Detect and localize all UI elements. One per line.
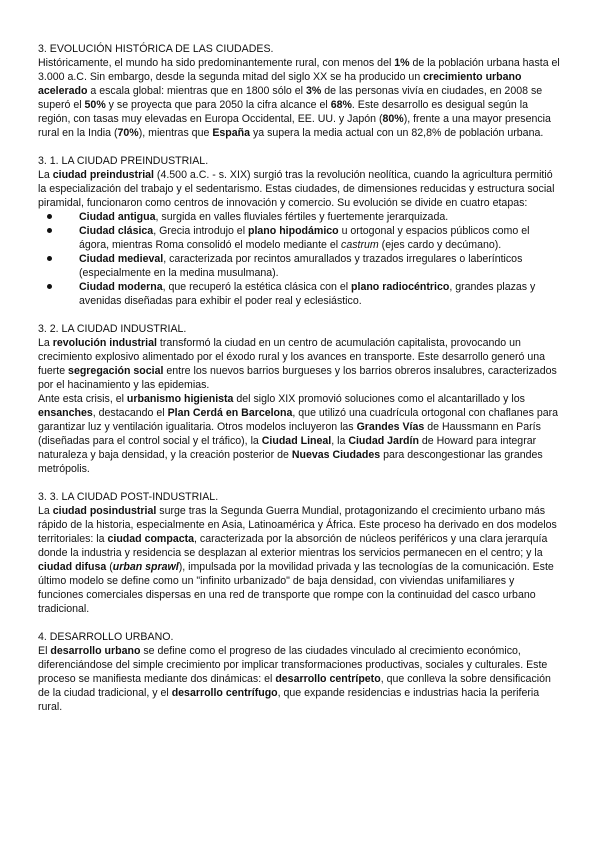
text-run: La bbox=[38, 169, 53, 181]
section bbox=[38, 322, 560, 476]
text-run: para descongestionar las grandes metrópolis. bbox=[38, 449, 543, 475]
list-item bbox=[38, 224, 560, 252]
section-heading: 3. 3. LA CIUDAD POST-INDUSTRIAL. bbox=[38, 491, 219, 503]
text-run: surge tras la Segunda Guerra Mundial, protagonizando el crecimiento urbano más rápido de la historia, especialmente en Asia, Latinoamérica y África. Este proceso ha derivado en dos modelos territoriales: la bbox=[38, 505, 557, 545]
bold-text: Ciudad clásica bbox=[79, 225, 154, 237]
bold-text: España bbox=[212, 127, 250, 139]
text-run: Históricamente, el mundo ha sido predominantemente rural, con menos del bbox=[38, 57, 395, 69]
paragraph bbox=[38, 56, 560, 140]
bold-text: ciudad posindustrial bbox=[52, 505, 157, 517]
bold-text: Ciudad moderna bbox=[79, 281, 163, 293]
text-run: La bbox=[38, 337, 53, 349]
paragraph bbox=[38, 392, 560, 476]
bold-text: Ciudad Jardín bbox=[348, 435, 419, 447]
bold-text: 68% bbox=[330, 99, 352, 111]
bullet-list bbox=[38, 210, 560, 308]
bold-text: Ciudad medieval bbox=[79, 253, 164, 265]
section-heading: 3. EVOLUCIÓN HISTÓRICA DE LAS CIUDADES. bbox=[38, 43, 274, 55]
bold-text: desarrollo urbano bbox=[50, 645, 141, 657]
bold-text: desarrollo centrífugo bbox=[171, 687, 278, 699]
bullet-icon bbox=[47, 228, 52, 233]
bold-text: Plan Cerdá en Barcelona bbox=[167, 407, 293, 419]
section bbox=[38, 42, 560, 140]
paragraph bbox=[38, 504, 560, 616]
text-run: , que conlleva la sobre densificación de la ciudad tradicional, y el bbox=[38, 673, 551, 699]
text-run: ya supera la media actual con un 82,8% de población urbana. bbox=[250, 127, 544, 139]
text-run: Ante esta crisis, el bbox=[38, 393, 127, 405]
bold-text: plano hipodámico bbox=[248, 225, 339, 237]
bold-text: desarrollo centrípeto bbox=[275, 673, 381, 685]
text-run: , caracterizada por recintos amurallados y trazados irregulares o laberínticos (especialmente en la medina musulmana). bbox=[79, 253, 523, 279]
italic-text: castrum bbox=[341, 239, 379, 251]
bold-text: ensanches bbox=[38, 407, 93, 419]
bold-text: 3% bbox=[305, 85, 322, 97]
list-item bbox=[38, 280, 560, 308]
text-run: de las personas vivía en ciudades, en 2008 se superó el bbox=[38, 85, 543, 111]
text-run: u ortogonal y espacios públicos como el ágora, mientras Roma consolidó el modelo mediante el bbox=[79, 225, 530, 251]
bold-text: urbanismo higienista bbox=[126, 393, 234, 405]
text-run: , la bbox=[331, 435, 349, 447]
text-run: del siglo XIX promovió soluciones como el alcantarillado y los bbox=[233, 393, 525, 405]
paragraph bbox=[38, 336, 560, 392]
text-run: La bbox=[38, 505, 53, 517]
bold-text: 80% bbox=[382, 113, 404, 125]
bold-text: ciudad difusa bbox=[38, 561, 107, 573]
paragraph bbox=[38, 168, 560, 210]
text-run: , que expande residencias e industrias hacia la periferia rural. bbox=[38, 687, 540, 713]
list-item bbox=[38, 210, 560, 224]
section-heading: 4. DESARROLLO URBANO. bbox=[38, 631, 174, 643]
text-run: a escala global: mientras que en 1800 sólo el bbox=[87, 85, 306, 97]
bullet-icon bbox=[47, 284, 52, 289]
text-run: El bbox=[38, 645, 51, 657]
bold-text: Nuevas Ciudades bbox=[291, 449, 381, 461]
text-run: . Este desarrollo es desigual según la región, con tasas muy elevadas en Europa Occidental, EE. UU. y Japón ( bbox=[38, 99, 528, 125]
text-run: de la población urbana hasta el 3.000 a.C. Sin embargo, desde la segunda mitad del siglo XX se ha producido un bbox=[38, 57, 560, 83]
text-run: , grandes plazas y avenidas diseñadas para exhibir el poder real y eclesiástico. bbox=[79, 281, 536, 307]
section bbox=[38, 154, 560, 308]
text-run: ), impulsada por la movilidad privada y las tecnologías de la comunicación. Este último modelo se define como un "infinito urbanizado" de baja densidad, con viviendas unifamiliares y funciones comerciales dispersas en una red de transporte que rompe con la continuidad del casco urbano tradicional. bbox=[38, 561, 554, 615]
text-run: , que utilizó una cuadrícula ortogonal con chaflanes para garantizar luz y ventilación igualitaria. Otros modelos incluyeron las bbox=[38, 407, 559, 433]
section-heading: 3. 1. LA CIUDAD PREINDUSTRIAL. bbox=[38, 155, 209, 167]
text-run: urban sprawl bbox=[112, 561, 179, 573]
text-run: (ejes cardo y decúmano). bbox=[378, 239, 502, 251]
text-run: , surgida en valles fluviales fértiles y fuertemente jerarquizada. bbox=[155, 211, 449, 223]
text-run: , destacando el bbox=[92, 407, 168, 419]
bold-text: Ciudad Lineal bbox=[261, 435, 332, 447]
section-heading: 3. 2. LA CIUDAD INDUSTRIAL. bbox=[38, 323, 187, 335]
paragraph bbox=[38, 644, 560, 714]
text-run: (4.500 a.C. - s. XIX) surgió tras la revolución neolítica, cuando la agricultura permitió la especialización del trabajo y el sedentarismo. Estas ciudades, de dimensiones reducidas y estructura social piramidal, funcionaron como centros de innovación y comercio. Su evolución se divide en cuatro etapas: bbox=[38, 169, 555, 209]
text-run: , Grecia introdujo el bbox=[153, 225, 248, 237]
bold-text: ciudad compacta bbox=[107, 533, 195, 545]
bold-text: 1% bbox=[394, 57, 410, 69]
bold-text: 50% bbox=[84, 99, 106, 111]
bold-text: Ciudad antigua bbox=[79, 211, 156, 223]
bold-text: 70% bbox=[117, 127, 139, 139]
document-page bbox=[38, 42, 560, 728]
text-run: ), mientras que bbox=[138, 127, 213, 139]
section bbox=[38, 490, 560, 616]
bold-text bbox=[113, 561, 179, 573]
bold-text: ciudad preindustrial bbox=[52, 169, 154, 181]
bold-text: plano radiocéntrico bbox=[351, 281, 450, 293]
text-run: entre los nuevos barrios burgueses y los barrios obreros insalubres, caracterizados por el hacinamiento y las epidemias. bbox=[38, 365, 557, 391]
text-run: , que recuperó la estética clásica con el bbox=[162, 281, 352, 293]
bullet-icon bbox=[47, 256, 52, 261]
text-run: ( bbox=[106, 561, 113, 573]
text-run: de Haussmann en París (diseñadas para el control social y el tráfico), la bbox=[38, 421, 541, 447]
bullet-icon bbox=[47, 214, 52, 219]
text-run: ), frente a una mayor presencia rural en la India ( bbox=[38, 113, 551, 139]
section bbox=[38, 630, 560, 714]
text-run: de Howard para integrar naturaleza y baja densidad, y la creación posterior de bbox=[38, 435, 537, 461]
text-run: y se proyecta que para 2050 la cifra alcance el bbox=[105, 99, 331, 111]
text-run: , caracterizada por la absorción de núcleos periféricos y una clara jerarquía donde la industria y residencia se desplazan al exterior mientras los servicios permanecen en el centro; y la bbox=[38, 533, 548, 559]
text-run: transformó la ciudad en un centro de acumulación capitalista, provocando un crecimiento explosivo alimentado por el éxodo rural y los avances en transporte. Este desarrollo generó una fuerte bbox=[38, 337, 546, 377]
bold-text: Grandes Vías bbox=[356, 421, 425, 433]
list-item bbox=[38, 252, 560, 280]
text-run: se define como el progreso de las ciudades vinculado al crecimiento económico, diferenciándose del simple crecimiento por implicar transformaciones productivas, sociales y culturales. Este proceso se manifiesta mediante dos dinámicas: el bbox=[38, 645, 548, 685]
bold-text: crecimiento urbano acelerado bbox=[38, 71, 522, 97]
bold-text: segregación social bbox=[68, 365, 164, 377]
bold-text: revolución industrial bbox=[52, 337, 157, 349]
